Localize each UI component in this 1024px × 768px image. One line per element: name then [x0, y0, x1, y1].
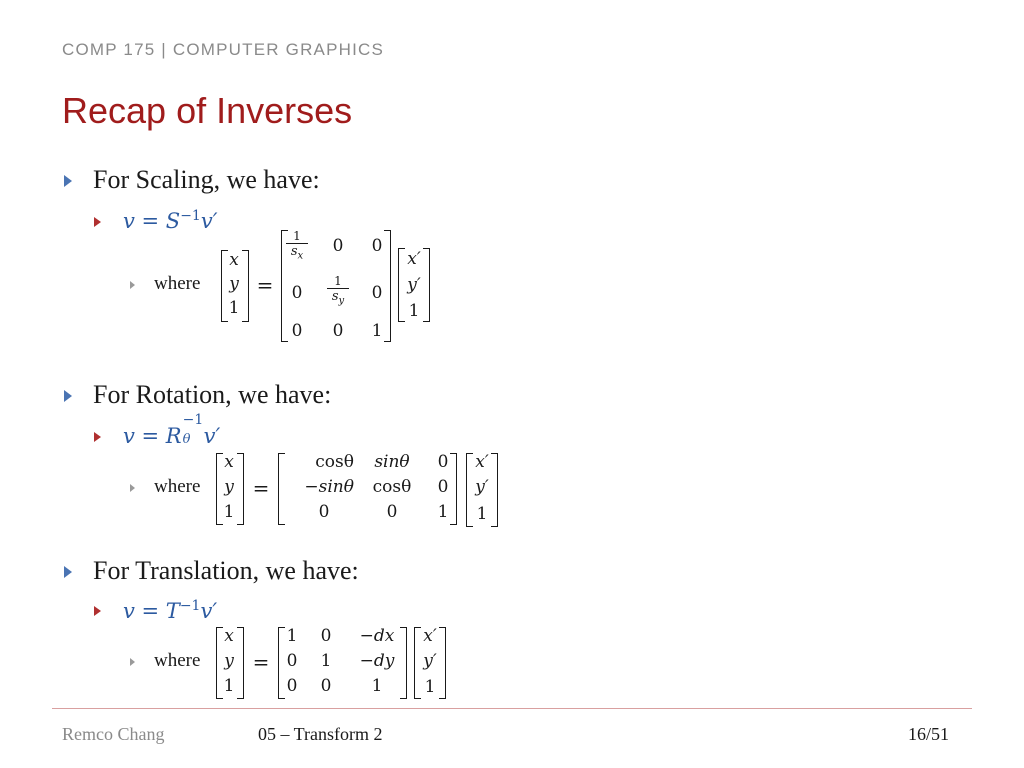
vec-cell: 1	[424, 677, 436, 697]
eq-sup: −1	[180, 208, 201, 224]
vec-cell: y′	[475, 477, 489, 497]
matrix-cell: 0	[437, 477, 449, 497]
rotation-heading: For Rotation, we have:	[93, 380, 332, 409]
matrix-cell: 0	[320, 626, 332, 646]
sub-sub-bullet-arrow-icon	[130, 281, 135, 289]
bracket-right	[450, 453, 457, 525]
footer-author: Remco Chang	[62, 724, 165, 744]
vec-cell: y′	[407, 275, 421, 295]
matrix-cell: sinθ	[374, 452, 410, 472]
eq-lhs: v = R	[123, 424, 182, 448]
matrix-cell: 1	[437, 502, 449, 522]
bracket-right	[237, 453, 244, 525]
equals-sign: =	[252, 476, 270, 500]
bracket-right	[439, 627, 446, 699]
vec-cell: x′	[423, 626, 437, 646]
eq-sup: −1	[182, 412, 204, 428]
vec-cell: 1	[408, 301, 420, 321]
vec-cell: y	[224, 651, 234, 671]
matrix-cell: 0	[437, 452, 449, 472]
vec-cell: y′	[423, 651, 437, 671]
eq-lhs: v = S	[123, 209, 181, 233]
matrix-cell: 0	[320, 676, 332, 696]
matrix-cell: 1	[371, 321, 383, 341]
vec-cell: 1	[228, 298, 240, 318]
eq-lhs: v = T	[123, 599, 180, 623]
equals-sign: =	[256, 273, 274, 297]
bracket-right	[423, 248, 430, 322]
footer-page-number: 16/51	[908, 724, 950, 744]
matrix-cell: 0	[286, 651, 298, 671]
matrix-cell: 0	[286, 676, 298, 696]
vec-cell: 1	[223, 676, 235, 696]
sub-sub-bullet-arrow-icon	[130, 658, 135, 666]
frac-den: $s_y$	[331, 289, 345, 307]
sub-sub-bullet-arrow-icon	[130, 484, 135, 492]
bracket-right	[384, 230, 391, 342]
bracket-right	[400, 627, 407, 699]
scaling-inverse-equation	[123, 208, 217, 233]
matrix-cell: −sinθ	[304, 477, 354, 497]
matrix-cell: cosθ	[315, 452, 354, 472]
translation-heading: For Translation, we have:	[93, 556, 359, 585]
where-label: where	[154, 273, 201, 294]
frac-num: 1	[286, 229, 308, 244]
rotation-inverse-equation	[123, 412, 221, 448]
frac-num: 1	[327, 274, 349, 289]
scaling-heading: For Scaling, we have:	[93, 165, 320, 194]
footer-divider	[52, 708, 972, 709]
matrix-cell: 1	[371, 676, 383, 696]
matrix-cell: −dx	[359, 626, 395, 646]
eq-sup: −1	[179, 598, 201, 614]
bullet-arrow-icon	[64, 390, 72, 402]
matrix-cell: 1	[320, 651, 332, 671]
slide-title: Recap of Inverses	[62, 90, 353, 131]
footer-lecture: 05 – Transform 2	[258, 724, 383, 744]
vec-cell: 1	[223, 502, 235, 522]
vec-cell: x′	[407, 249, 421, 269]
matrix-cell: 0	[371, 283, 383, 303]
matrix-cell: 0	[318, 502, 330, 522]
bullet-arrow-icon	[64, 175, 72, 187]
vec-cell: y	[229, 274, 239, 294]
sub-bullet-arrow-icon	[94, 606, 101, 616]
bracket-right	[237, 627, 244, 699]
bullet-arrow-icon	[64, 566, 72, 578]
matrix-cell: 0	[291, 283, 303, 303]
vec-cell: y	[224, 477, 234, 497]
matrix-cell: 0	[371, 236, 383, 256]
matrix-cell: cosθ	[372, 477, 412, 497]
equals-sign: =	[252, 650, 270, 674]
vec-cell: x	[224, 626, 234, 646]
eq-rhs: v′	[200, 599, 218, 623]
matrix-cell: −dy	[359, 651, 395, 671]
matrix-cell: 0	[386, 502, 398, 522]
bracket-right	[242, 250, 249, 322]
vec-cell: x′	[475, 452, 489, 472]
matrix-cell: 0	[291, 321, 303, 341]
matrix-cell: 1	[286, 626, 298, 646]
frac-1-over-sx	[286, 229, 308, 265]
matrix-cell: 0	[332, 321, 344, 341]
where-label: where	[154, 476, 201, 497]
eq-rhs: v′	[200, 209, 218, 233]
sub-bullet-arrow-icon	[94, 432, 101, 442]
translation-inverse-equation	[123, 598, 217, 623]
frac-den: $s_x$	[290, 244, 304, 262]
vec-cell: x	[224, 452, 234, 472]
sub-bullet-arrow-icon	[94, 217, 101, 227]
bracket-right	[491, 453, 498, 527]
eq-sub: θ	[182, 432, 191, 447]
eq-rhs: v′	[203, 424, 221, 448]
vec-cell: 1	[476, 504, 488, 524]
vec-cell: x	[229, 250, 239, 270]
matrix-cell: 0	[332, 236, 344, 256]
where-label: where	[154, 650, 201, 671]
course-header: COMP 175 | COMPUTER GRAPHICS	[62, 40, 385, 59]
frac-1-over-sy	[327, 274, 349, 310]
